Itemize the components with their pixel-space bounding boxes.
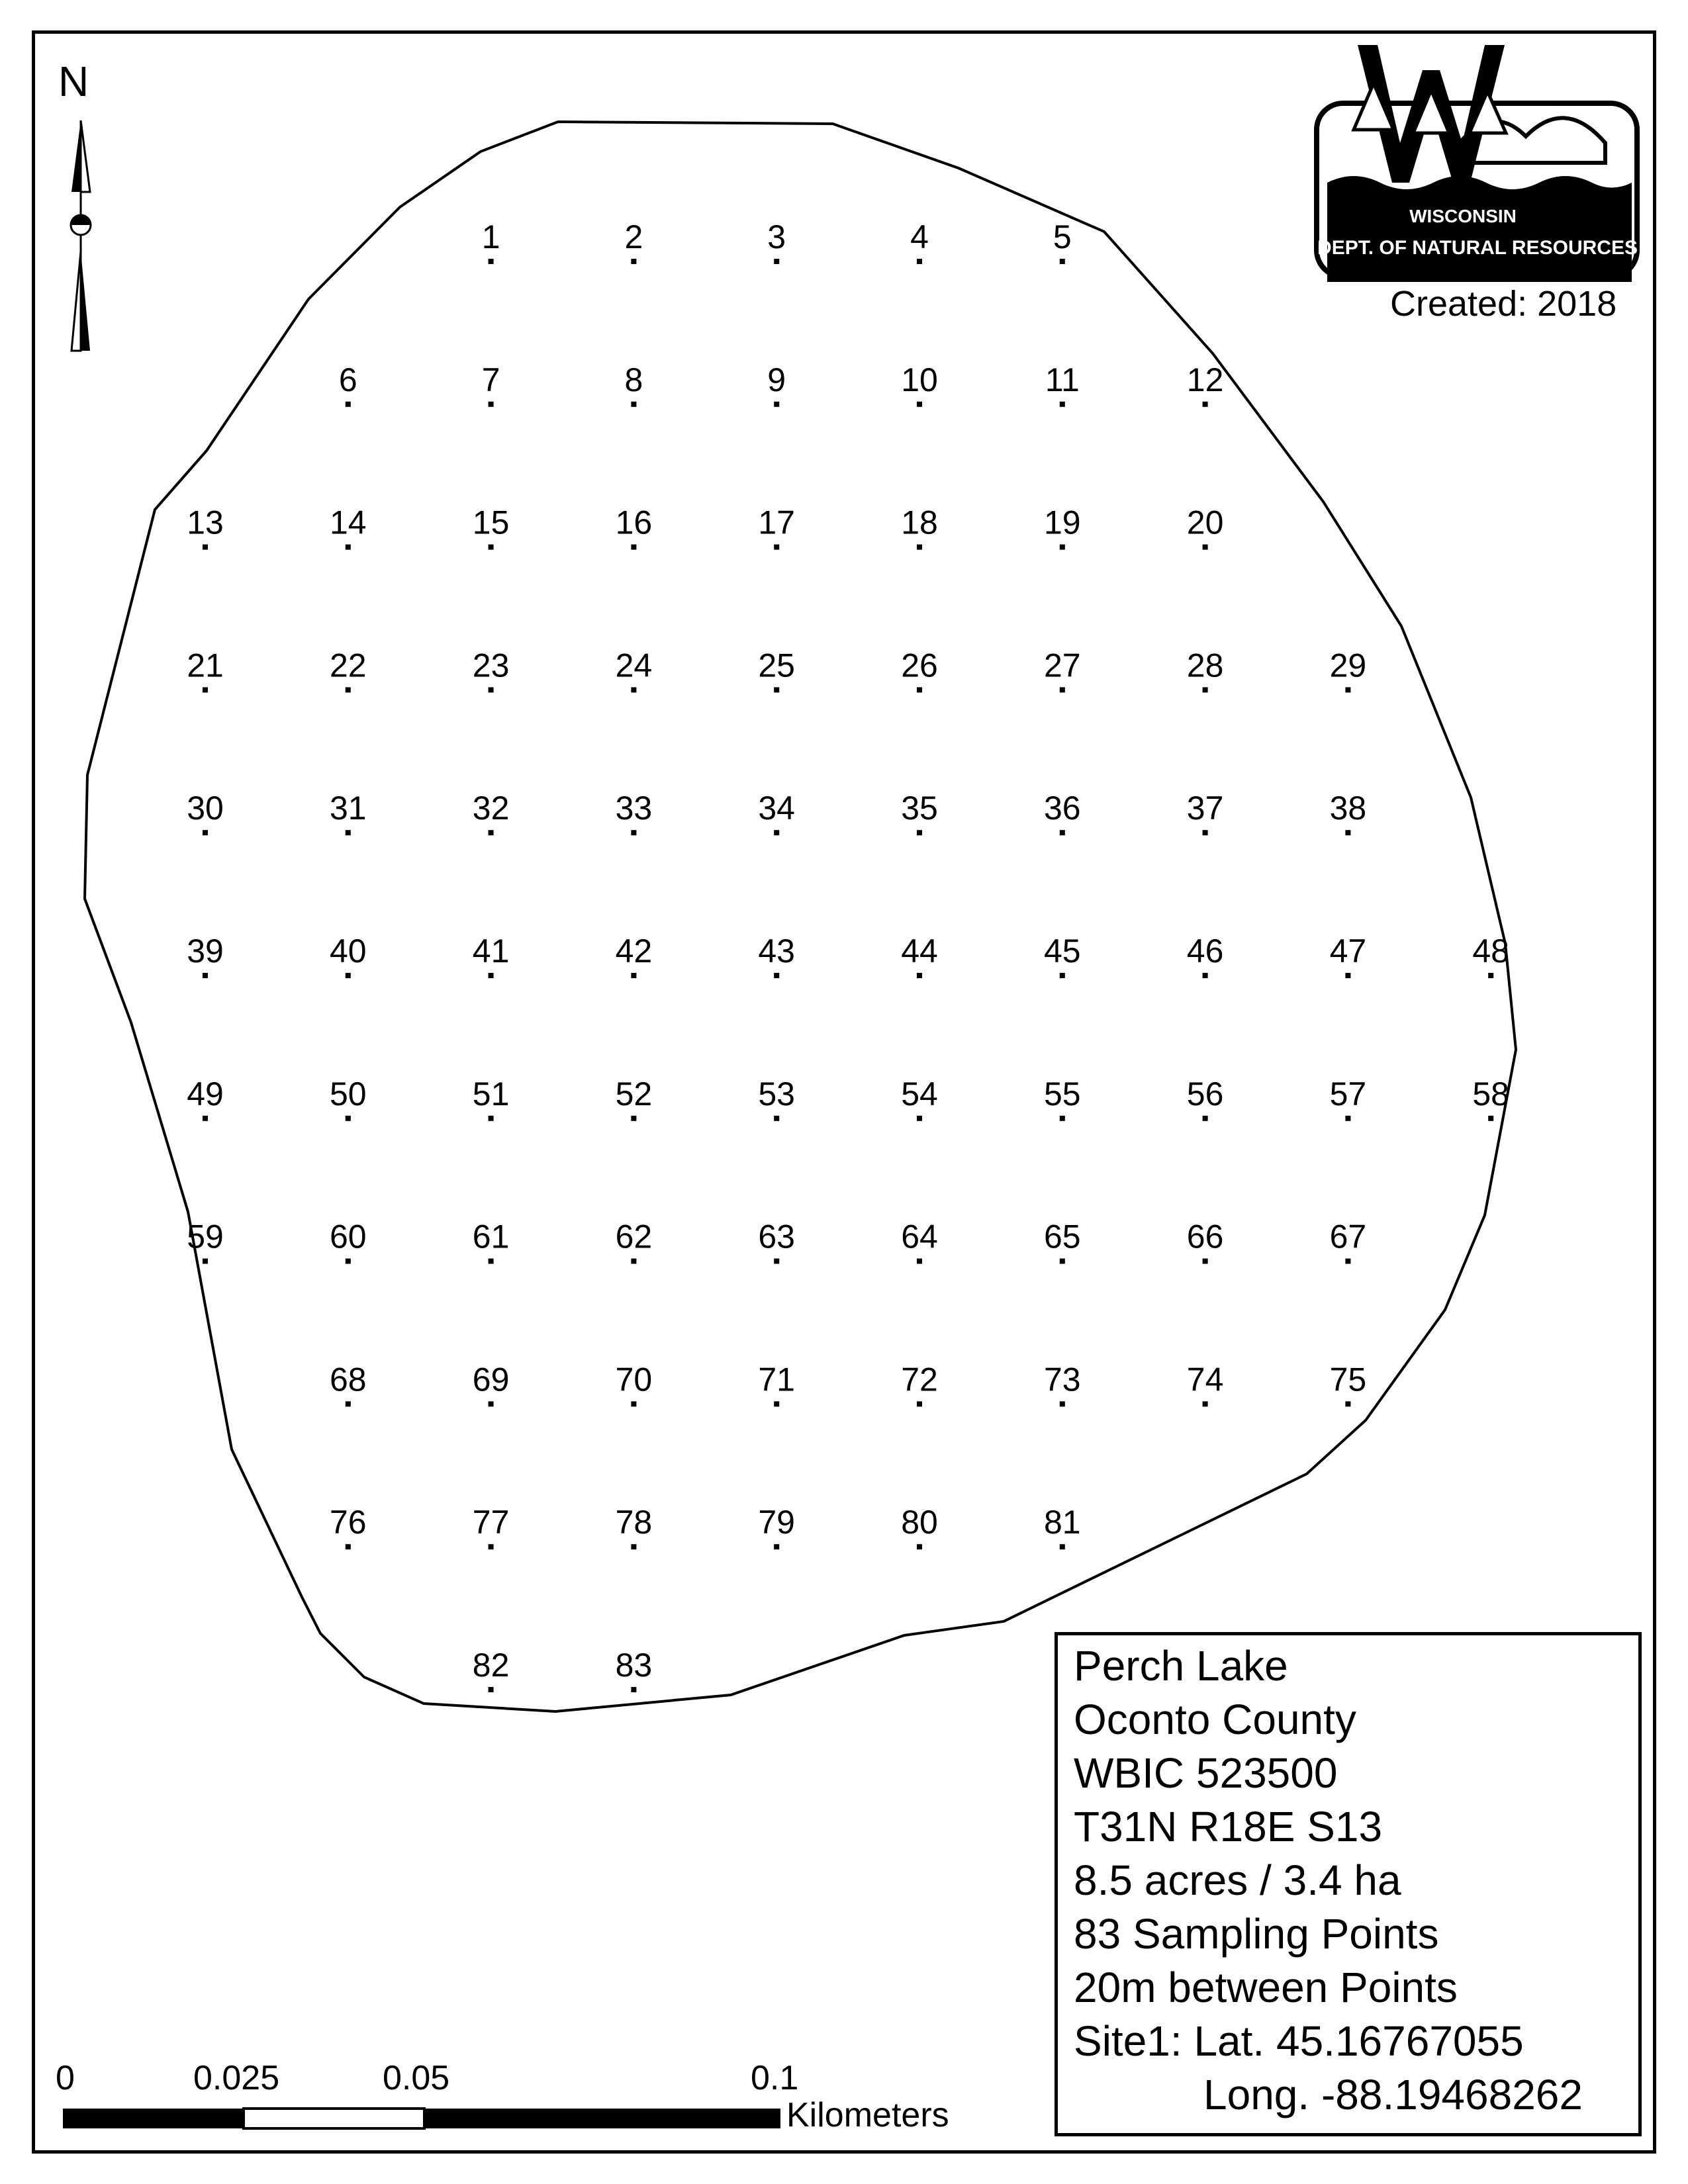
sampling-point-dot xyxy=(489,259,494,264)
sampling-point-label: 74 xyxy=(1186,1361,1224,1398)
sampling-point-label: 51 xyxy=(472,1075,510,1113)
sampling-point-label: 25 xyxy=(758,647,796,684)
sampling-point xyxy=(1044,647,1081,692)
sampling-point-label: 4 xyxy=(910,218,929,255)
sampling-point xyxy=(901,790,938,835)
sampling-point-label: 34 xyxy=(758,790,796,827)
sampling-point-dot xyxy=(631,1687,636,1692)
sampling-point-label: 19 xyxy=(1043,504,1081,541)
sampling-point-dot xyxy=(917,1401,922,1406)
sampling-point-label: 60 xyxy=(329,1218,367,1255)
sampling-point-label: 47 xyxy=(1329,933,1367,970)
sampling-point xyxy=(330,1361,367,1406)
sampling-point xyxy=(482,218,500,264)
sampling-point xyxy=(330,647,367,692)
sampling-point xyxy=(473,790,510,835)
sampling-point-dot xyxy=(1060,687,1065,692)
sampling-point-label: 73 xyxy=(1043,1361,1081,1398)
sampling-point-label: 77 xyxy=(472,1504,510,1541)
sampling-point-label: 56 xyxy=(1186,1075,1224,1113)
scale-tick-0025: 0.025 xyxy=(193,2059,280,2097)
sampling-point xyxy=(473,504,510,550)
sampling-point-label: 54 xyxy=(901,1075,938,1113)
sampling-point-dot xyxy=(631,973,636,978)
sampling-point-dot xyxy=(631,1544,636,1549)
sampling-point-label: 43 xyxy=(758,933,796,970)
sampling-point-dot xyxy=(1060,259,1065,264)
sampling-point-dot xyxy=(1203,402,1208,407)
point-count: 83 Sampling Points xyxy=(1074,1910,1439,1958)
sampling-point-dot xyxy=(1060,973,1065,978)
sampling-point-label: 45 xyxy=(1043,933,1081,970)
sampling-point xyxy=(1044,504,1081,550)
sampling-point-label: 27 xyxy=(1043,647,1081,684)
sampling-point xyxy=(1044,1075,1081,1121)
sampling-point-dot xyxy=(1345,1116,1350,1121)
sampling-point xyxy=(482,361,500,407)
sampling-point-dot xyxy=(774,1544,779,1549)
sampling-point xyxy=(910,218,929,264)
sampling-point xyxy=(1187,504,1224,550)
sampling-point xyxy=(616,647,653,692)
site-longitude: Long. -88.19468262 xyxy=(1203,2071,1583,2118)
sampling-point-label: 75 xyxy=(1329,1361,1367,1398)
sampling-point-label: 61 xyxy=(472,1218,510,1255)
sampling-point xyxy=(901,1075,938,1121)
plss-location: T31N R18E S13 xyxy=(1074,1803,1383,1850)
sampling-point-label: 21 xyxy=(187,647,224,684)
sampling-point xyxy=(616,1218,653,1264)
sampling-point-dot xyxy=(774,545,779,550)
sampling-point-dot xyxy=(346,1116,351,1121)
sampling-point-dot xyxy=(346,830,351,835)
sampling-point-label: 15 xyxy=(472,504,510,541)
sampling-point-label: 68 xyxy=(329,1361,367,1398)
sampling-point-dot xyxy=(1060,1116,1065,1121)
sampling-point-dot xyxy=(1060,830,1065,835)
sampling-point xyxy=(473,933,510,978)
sampling-point xyxy=(1044,933,1081,978)
sampling-point xyxy=(473,1361,510,1406)
sampling-point xyxy=(624,218,643,264)
sampling-point-label: 52 xyxy=(615,1075,653,1113)
sampling-point xyxy=(758,1218,795,1264)
sampling-point-dot xyxy=(346,1401,351,1406)
sampling-point-dot xyxy=(489,1687,494,1692)
sampling-point-dot xyxy=(346,1259,351,1264)
sampling-point-dot xyxy=(1203,687,1208,692)
logo-text-line1: WISCONSIN xyxy=(1409,206,1517,226)
sampling-point-label: 72 xyxy=(901,1361,938,1398)
sampling-point-dot xyxy=(489,1116,494,1121)
sampling-point xyxy=(330,1075,367,1121)
sampling-point-label: 8 xyxy=(624,361,643,398)
sampling-point xyxy=(1330,790,1367,835)
sampling-point xyxy=(758,933,795,978)
sampling-point xyxy=(758,790,795,835)
sampling-point-dot xyxy=(203,973,208,978)
sampling-point-label: 70 xyxy=(615,1361,653,1398)
sampling-point xyxy=(1044,1504,1081,1549)
sampling-point-label: 5 xyxy=(1053,218,1072,255)
sampling-point-label: 79 xyxy=(758,1504,796,1541)
sampling-point-dot xyxy=(1203,1259,1208,1264)
sampling-point-label: 24 xyxy=(615,647,653,684)
sampling-point xyxy=(473,1504,510,1549)
sampling-point-dot xyxy=(917,687,922,692)
sampling-point-dot xyxy=(489,973,494,978)
sampling-point xyxy=(1045,361,1080,407)
sampling-point-label: 32 xyxy=(472,790,510,827)
sampling-point-dot xyxy=(1345,1401,1350,1406)
sampling-point xyxy=(616,933,653,978)
sampling-point-dot xyxy=(631,1116,636,1121)
sampling-point-label: 42 xyxy=(615,933,653,970)
north-arrow xyxy=(71,120,91,351)
sampling-point xyxy=(616,1361,653,1406)
sampling-point-label: 20 xyxy=(1186,504,1224,541)
sampling-point-dot xyxy=(917,402,922,407)
sampling-point-label: 38 xyxy=(1329,790,1367,827)
sampling-point-label: 53 xyxy=(758,1075,796,1113)
sampling-point-dot xyxy=(203,830,208,835)
sampling-point xyxy=(473,1218,510,1264)
scale-bar xyxy=(63,2109,780,2128)
sampling-point xyxy=(1053,218,1072,264)
sampling-point-label: 28 xyxy=(1186,647,1224,684)
sampling-point xyxy=(1330,1218,1367,1264)
sampling-point xyxy=(339,361,357,407)
sampling-point xyxy=(1187,1361,1224,1406)
sampling-point-dot xyxy=(1060,1259,1065,1264)
sampling-point-dot xyxy=(1345,830,1350,835)
sampling-point-dot xyxy=(1203,545,1208,550)
sampling-point xyxy=(473,647,510,692)
sampling-point-label: 76 xyxy=(329,1504,367,1541)
sampling-point-label: 66 xyxy=(1186,1218,1224,1255)
sampling-point xyxy=(758,1504,795,1549)
sampling-point xyxy=(616,1504,653,1549)
sampling-point-dot xyxy=(917,1544,922,1549)
sampling-point-label: 78 xyxy=(615,1504,653,1541)
sampling-point-dot xyxy=(774,259,779,264)
sampling-point-label: 49 xyxy=(187,1075,224,1113)
sampling-point-label: 57 xyxy=(1329,1075,1367,1113)
sampling-point-label: 17 xyxy=(758,504,796,541)
sampling-point xyxy=(187,1218,224,1264)
sampling-point xyxy=(758,1361,795,1406)
sampling-point-label: 1 xyxy=(481,218,500,255)
sampling-point-dot xyxy=(203,545,208,550)
sampling-point-dot xyxy=(1488,973,1493,978)
north-label: N xyxy=(58,58,89,105)
sampling-point xyxy=(187,504,224,550)
sampling-point-dot xyxy=(1345,687,1350,692)
sampling-point-label: 50 xyxy=(329,1075,367,1113)
sampling-point-dot xyxy=(1345,973,1350,978)
sampling-point xyxy=(758,504,795,550)
sampling-point-dot xyxy=(1060,1401,1065,1406)
sampling-point-label: 18 xyxy=(901,504,938,541)
sampling-point-dot xyxy=(774,687,779,692)
sampling-point xyxy=(616,1647,653,1692)
sampling-point-label: 23 xyxy=(472,647,510,684)
sampling-point-label: 2 xyxy=(624,218,643,255)
sampling-point-label: 40 xyxy=(329,933,367,970)
sampling-point xyxy=(767,218,786,264)
created-date: Created: 2018 xyxy=(1390,284,1617,324)
sampling-point-dot xyxy=(346,402,351,407)
sampling-point-dot xyxy=(1203,1401,1208,1406)
sampling-point xyxy=(1044,1361,1081,1406)
sampling-point xyxy=(901,1504,938,1549)
sampling-point xyxy=(1187,1075,1224,1121)
sampling-point xyxy=(901,647,938,692)
wbic: WBIC 523500 xyxy=(1074,1749,1338,1797)
sampling-point xyxy=(187,1075,224,1121)
sampling-point xyxy=(1330,1075,1367,1121)
sampling-point xyxy=(616,790,653,835)
sampling-point xyxy=(901,1361,938,1406)
sampling-point-dot xyxy=(917,1116,922,1121)
sampling-point-label: 69 xyxy=(472,1361,510,1398)
sampling-point-dot xyxy=(774,1259,779,1264)
sampling-point-dot xyxy=(774,1401,779,1406)
sampling-point-label: 30 xyxy=(187,790,224,827)
sampling-point-label: 67 xyxy=(1329,1218,1367,1255)
sampling-point xyxy=(1044,790,1081,835)
sampling-point-label: 65 xyxy=(1043,1218,1081,1255)
sampling-point-dot xyxy=(489,402,494,407)
sampling-point-label: 14 xyxy=(329,504,367,541)
sampling-point-label: 6 xyxy=(338,361,357,398)
sampling-point-label: 39 xyxy=(187,933,224,970)
sampling-point-dot xyxy=(774,402,779,407)
lake-shoreline xyxy=(85,122,1516,1711)
wdnr-logo xyxy=(1314,44,1641,282)
sampling-point-dot xyxy=(774,1116,779,1121)
lake-area: 8.5 acres / 3.4 ha xyxy=(1074,1856,1401,1904)
sampling-point-dot xyxy=(1060,545,1065,550)
info-box xyxy=(1055,1632,1642,2136)
sampling-point-label: 7 xyxy=(481,361,500,398)
sampling-point xyxy=(758,1075,795,1121)
sampling-point xyxy=(330,1218,367,1264)
sampling-point-label: 3 xyxy=(767,218,786,255)
sampling-point-dot xyxy=(631,545,636,550)
sampling-point xyxy=(330,790,367,835)
sampling-point-label: 81 xyxy=(1043,1504,1081,1541)
sampling-point-dot xyxy=(489,545,494,550)
sampling-point xyxy=(1187,361,1224,407)
sampling-point xyxy=(187,790,224,835)
sampling-point-dot xyxy=(631,259,636,264)
sampling-point-dot xyxy=(1060,402,1065,407)
sampling-point-dot xyxy=(1203,973,1208,978)
sampling-point-dot xyxy=(631,830,636,835)
sampling-point-label: 9 xyxy=(767,361,786,398)
sampling-point-dot xyxy=(489,830,494,835)
sampling-point-dot xyxy=(489,1259,494,1264)
lake-name: Perch Lake xyxy=(1074,1642,1288,1690)
sampling-point xyxy=(1044,1218,1081,1264)
sampling-point-label: 80 xyxy=(901,1504,938,1541)
sampling-point-dot xyxy=(917,973,922,978)
sampling-point xyxy=(616,1075,653,1121)
sampling-point-dot xyxy=(346,1544,351,1549)
sampling-point xyxy=(901,504,938,550)
sampling-point-dot xyxy=(203,1116,208,1121)
sampling-point xyxy=(473,1647,510,1692)
sampling-point-dot xyxy=(489,687,494,692)
sampling-point-dot xyxy=(1488,1116,1493,1121)
sampling-point-label: 11 xyxy=(1045,361,1080,398)
sampling-point-dot xyxy=(489,1401,494,1406)
sampling-point xyxy=(901,361,938,407)
sampling-point xyxy=(901,933,938,978)
scale-unit: Kilometers xyxy=(786,2096,949,2134)
sampling-point-label: 31 xyxy=(329,790,367,827)
sampling-point xyxy=(767,361,786,407)
sampling-point xyxy=(616,504,653,550)
sampling-point-dot xyxy=(1345,1259,1350,1264)
scale-tick-01: 0.1 xyxy=(751,2059,799,2097)
sampling-point-dot xyxy=(631,1259,636,1264)
sampling-point-dot xyxy=(346,545,351,550)
sampling-point-dot xyxy=(774,830,779,835)
sampling-point-label: 63 xyxy=(758,1218,796,1255)
sampling-point xyxy=(1330,933,1367,978)
sampling-point-label: 26 xyxy=(901,647,938,684)
sampling-point-dot xyxy=(203,1259,208,1264)
sampling-point-label: 55 xyxy=(1043,1075,1081,1113)
sampling-point-label: 41 xyxy=(472,933,510,970)
sampling-point-label: 16 xyxy=(615,504,653,541)
sampling-point-label: 12 xyxy=(1186,361,1224,398)
sampling-point-dot xyxy=(917,545,922,550)
sampling-point-dot xyxy=(346,687,351,692)
sampling-point xyxy=(1187,1218,1224,1264)
sampling-point-dot xyxy=(346,973,351,978)
sampling-point-label: 58 xyxy=(1472,1075,1510,1113)
sampling-point-label: 35 xyxy=(901,790,938,827)
scale-tick-0: 0 xyxy=(56,2059,75,2097)
sampling-point-label: 44 xyxy=(901,933,938,970)
sampling-point-label: 83 xyxy=(615,1647,653,1684)
sampling-point-label: 46 xyxy=(1186,933,1224,970)
sampling-point-label: 13 xyxy=(187,504,224,541)
sampling-point xyxy=(473,1075,510,1121)
sampling-point-dot xyxy=(1203,1116,1208,1121)
sampling-point-label: 29 xyxy=(1329,647,1367,684)
sampling-point xyxy=(187,933,224,978)
sampling-point-label: 62 xyxy=(615,1218,653,1255)
sampling-point xyxy=(1472,933,1509,978)
sampling-point-dot xyxy=(1060,1544,1065,1549)
logo-text-line2: DEPT. OF NATURAL RESOURCES xyxy=(1317,237,1638,259)
sampling-point xyxy=(624,361,643,407)
sampling-point xyxy=(758,647,795,692)
sampling-point-label: 48 xyxy=(1472,933,1510,970)
sampling-point xyxy=(330,933,367,978)
sampling-point-label: 37 xyxy=(1186,790,1224,827)
sampling-point xyxy=(1187,790,1224,835)
sampling-point xyxy=(901,1218,938,1264)
county-name: Oconto County xyxy=(1074,1696,1356,1743)
sampling-point-label: 22 xyxy=(329,647,367,684)
scale-tick-005: 0.05 xyxy=(383,2059,450,2097)
sampling-point xyxy=(330,504,367,550)
sampling-point-label: 59 xyxy=(187,1218,224,1255)
sampling-point-dot xyxy=(917,1259,922,1264)
sampling-point xyxy=(1187,933,1224,978)
sampling-point-dot xyxy=(774,973,779,978)
sampling-point-dot xyxy=(917,259,922,264)
sampling-point-dot xyxy=(631,687,636,692)
sampling-point-label: 33 xyxy=(615,790,653,827)
sampling-point-dot xyxy=(203,687,208,692)
point-spacing: 20m between Points xyxy=(1074,1964,1458,2011)
sampling-point-dot xyxy=(917,830,922,835)
site-latitude: Site1: Lat. 45.16767055 xyxy=(1074,2017,1524,2065)
sampling-point xyxy=(1187,647,1224,692)
sampling-point-dot xyxy=(1203,830,1208,835)
sampling-point xyxy=(187,647,224,692)
sampling-point-label: 64 xyxy=(901,1218,938,1255)
sampling-point xyxy=(330,1504,367,1549)
sampling-point-dot xyxy=(631,1401,636,1406)
sampling-point xyxy=(1330,647,1367,692)
sampling-point-label: 82 xyxy=(472,1647,510,1684)
sampling-point-label: 71 xyxy=(758,1361,796,1398)
sampling-point xyxy=(1330,1361,1367,1406)
sampling-point-dot xyxy=(489,1544,494,1549)
sampling-point-dot xyxy=(631,402,636,407)
sampling-point-label: 36 xyxy=(1043,790,1081,827)
sampling-point-label: 10 xyxy=(901,361,938,398)
